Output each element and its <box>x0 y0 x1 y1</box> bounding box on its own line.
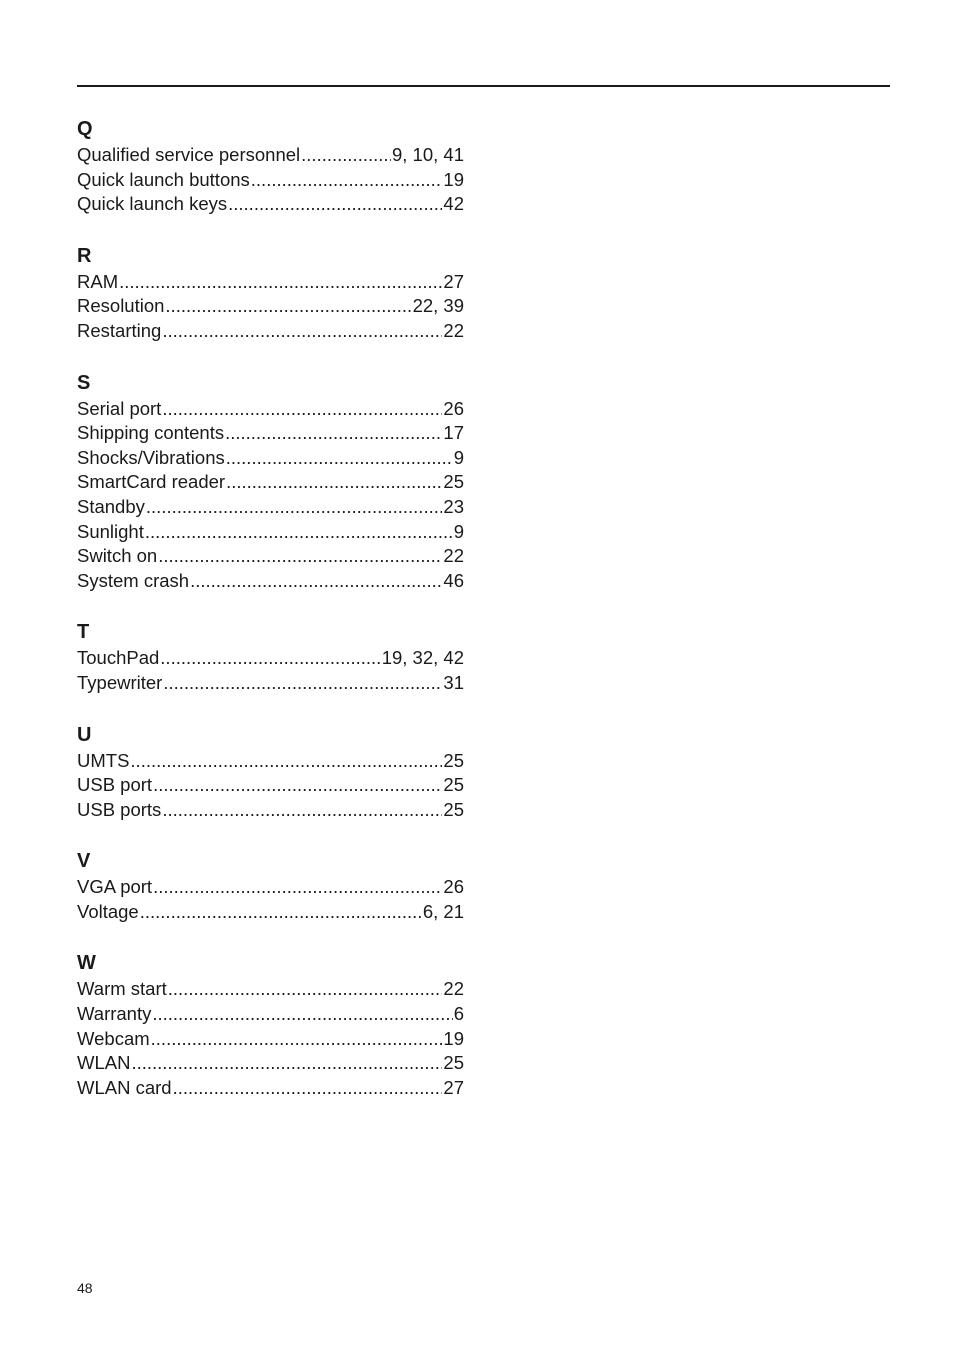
index-pages: 46 <box>443 569 464 591</box>
index-list <box>77 117 464 1127</box>
index-term: Standby <box>77 495 145 517</box>
index-pages: 9 <box>453 520 464 542</box>
index-entry <box>77 798 464 823</box>
index-term: SmartCard reader <box>77 471 226 493</box>
index-entry <box>77 470 464 495</box>
index-term: Quick launch keys <box>77 193 228 215</box>
index-pages: 6 <box>453 1003 464 1025</box>
dot-leader <box>119 270 442 295</box>
index-section-t <box>77 620 464 695</box>
dot-leader <box>163 671 442 696</box>
dot-leader <box>162 798 442 823</box>
index-entry <box>77 900 464 925</box>
index-pages: 9 <box>453 446 464 468</box>
index-term: System crash <box>77 569 190 591</box>
index-entry <box>77 977 464 1002</box>
index-entry <box>77 495 464 520</box>
dot-leader <box>168 977 443 1002</box>
index-entry <box>77 397 464 422</box>
index-entry <box>77 1027 464 1052</box>
index-term: Warranty <box>77 1003 152 1025</box>
index-term: Webcam <box>77 1027 150 1049</box>
section-letter: V <box>77 850 91 873</box>
page-number: 48 <box>77 1280 93 1296</box>
index-entry <box>77 875 464 900</box>
dot-leader <box>153 875 442 900</box>
index-term: Qualified service personnel <box>77 144 301 165</box>
index-term: UMTS <box>77 749 130 771</box>
index-section-v <box>77 849 464 924</box>
dot-leader <box>228 192 442 217</box>
index-section-r <box>77 244 464 344</box>
index-term: WLAN <box>77 1052 131 1074</box>
index-section-u <box>77 723 464 823</box>
index-term: USB ports <box>77 798 162 820</box>
index-section-w <box>77 951 464 1100</box>
dot-leader <box>173 1076 443 1101</box>
index-entry <box>77 569 464 594</box>
index-term: Switch on <box>77 545 158 567</box>
section-letter: R <box>77 244 92 267</box>
index-term: Shipping contents <box>77 422 225 444</box>
index-entry <box>77 446 464 471</box>
dot-leader <box>225 421 442 446</box>
index-pages: 31 <box>443 671 464 693</box>
index-pages: 25 <box>443 1052 464 1074</box>
index-entry <box>77 168 464 193</box>
index-entry <box>77 294 464 319</box>
section-letter: U <box>77 723 92 746</box>
index-pages: 25 <box>443 471 464 493</box>
dot-leader <box>301 143 391 168</box>
dot-leader <box>162 319 442 344</box>
index-term: Warm start <box>77 978 167 1000</box>
index-entry <box>77 646 464 671</box>
index-pages: 19, 32, 42 <box>381 647 464 669</box>
index-entry <box>77 1002 464 1027</box>
dot-leader <box>251 168 443 193</box>
index-pages: 25 <box>443 798 464 820</box>
index-term: Serial port <box>77 397 162 419</box>
index-pages: 17 <box>443 422 464 444</box>
index-term: Resolution <box>77 295 165 317</box>
index-pages: 26 <box>443 876 464 898</box>
index-term: Typewriter <box>77 671 163 693</box>
index-term: TouchPad <box>77 647 160 669</box>
index-pages: 25 <box>443 774 464 796</box>
index-pages: 27 <box>443 270 464 292</box>
index-term: Voltage <box>77 900 139 922</box>
index-pages: 22 <box>443 319 464 341</box>
index-entry <box>77 1051 464 1076</box>
index-entry <box>77 270 464 295</box>
section-letter: Q <box>77 118 93 140</box>
index-entry <box>77 319 464 344</box>
dot-leader <box>151 1027 443 1052</box>
dot-leader <box>160 646 380 671</box>
index-section-s <box>77 371 464 594</box>
index-pages: 6, 21 <box>422 900 464 922</box>
dot-leader <box>165 294 411 319</box>
index-section-q <box>77 117 464 217</box>
section-letter: W <box>77 952 96 975</box>
index-pages: 22 <box>443 978 464 1000</box>
dot-leader <box>152 1002 452 1027</box>
index-entry <box>77 143 464 168</box>
index-term: USB port <box>77 774 153 796</box>
index-entry <box>77 1076 464 1101</box>
index-pages: 23 <box>443 495 464 517</box>
index-pages: 27 <box>443 1076 464 1098</box>
dot-leader <box>226 446 453 471</box>
index-entry <box>77 544 464 569</box>
index-pages: 22, 39 <box>412 295 464 317</box>
index-term: Quick launch buttons <box>77 168 250 190</box>
index-entry <box>77 671 464 696</box>
index-pages: 25 <box>443 749 464 771</box>
index-entry <box>77 192 464 217</box>
index-pages: 22 <box>443 545 464 567</box>
dot-leader <box>145 520 453 545</box>
dot-leader <box>153 773 442 798</box>
index-entry <box>77 773 464 798</box>
index-pages: 19 <box>443 168 464 190</box>
index-term: Shocks/Vibrations <box>77 446 225 468</box>
index-term: RAM <box>77 270 119 292</box>
dot-leader <box>190 569 442 594</box>
index-entry <box>77 520 464 545</box>
index-entry <box>77 421 464 446</box>
index-entry <box>77 749 464 774</box>
dot-leader <box>146 495 443 520</box>
dot-leader <box>162 397 442 422</box>
dot-leader <box>226 470 442 495</box>
index-pages: 26 <box>443 397 464 419</box>
index-pages: 19 <box>443 1027 464 1049</box>
dot-leader <box>130 749 442 774</box>
header-rule <box>77 85 890 87</box>
index-term: WLAN card <box>77 1076 172 1098</box>
section-letter: T <box>77 621 90 644</box>
index-pages: 42 <box>443 193 464 215</box>
dot-leader <box>140 900 422 925</box>
index-term: VGA port <box>77 876 153 898</box>
dot-leader <box>131 1051 442 1076</box>
section-letter: S <box>77 371 91 394</box>
index-term: Restarting <box>77 319 162 341</box>
index-term: Sunlight <box>77 520 144 542</box>
index-pages: 9, 10, 41 <box>391 144 464 165</box>
dot-leader <box>158 544 442 569</box>
